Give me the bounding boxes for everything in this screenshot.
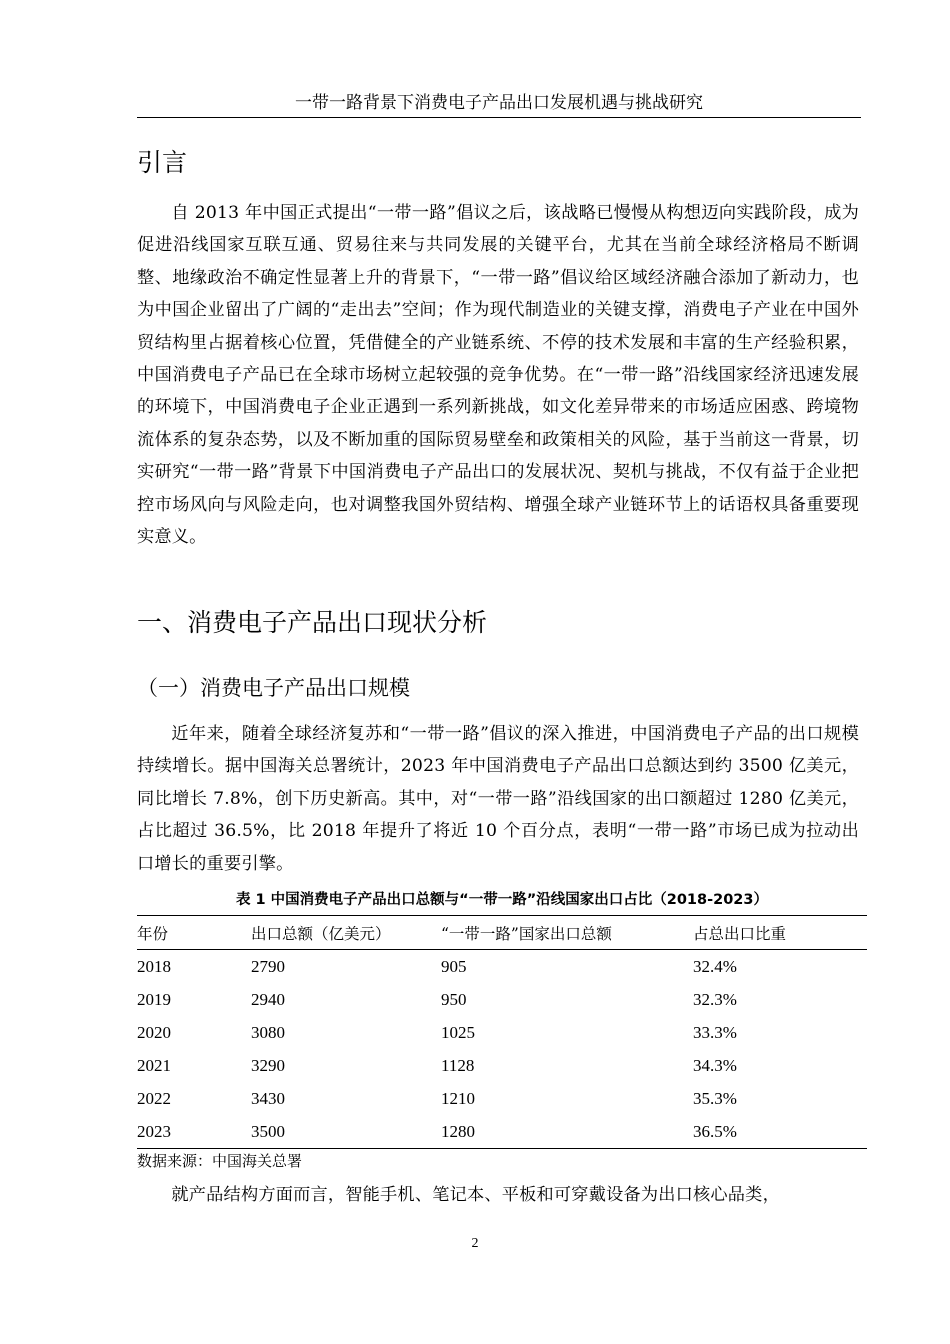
cell-year: 2023 [137, 1115, 251, 1149]
table-row [137, 1049, 867, 1082]
table-row [137, 1082, 867, 1115]
cell-year: 2018 [137, 956, 171, 976]
cell-total-export: 3080 [251, 1022, 285, 1042]
table-row [137, 1016, 867, 1049]
table-row [137, 950, 867, 984]
cell-bri-export: 1210 [441, 1088, 475, 1108]
cell-share: 35.3% [693, 1088, 737, 1108]
cell-total-export: 3500 [251, 1115, 441, 1149]
cell-year: 2020 [137, 1022, 171, 1042]
column-header-year: 年份 [137, 916, 251, 950]
column-header-total-export: 出口总额（亿美元） [251, 916, 441, 950]
cell-year: 2021 [137, 1055, 171, 1075]
cell-bri-export: 1128 [441, 1055, 475, 1075]
table-header-row [137, 916, 867, 950]
cell-bri-export: 950 [441, 989, 467, 1009]
subsection-1-heading: （一）消费电子产品出口规模 [137, 676, 410, 700]
cell-total-export: 2790 [251, 956, 285, 976]
cell-bri-export: 905 [441, 956, 467, 976]
export-table [137, 915, 867, 1149]
cell-year: 2022 [137, 1088, 171, 1108]
intro-heading: 引言 [137, 148, 188, 177]
cell-share: 36.5% [693, 1115, 867, 1149]
cell-bri-export: 1025 [441, 1022, 475, 1042]
column-header-share: 占总出口比重 [693, 916, 867, 950]
table-row [137, 983, 867, 1016]
continuation-paragraph: 就产品结构方面而言，智能手机、笔记本、平板和可穿戴设备为出口核心品类， [171, 1185, 780, 1205]
cell-share: 33.3% [693, 1022, 737, 1042]
export-scale-paragraph: 近年来，随着全球经济复苏和“一带一路”倡议的深入推进，中国消费电子产品的出口规模持续增长。据中国海关总署统计，2023 年中国消费电子产品出口总额达到约 3500 亿美元，同比增长 7.8%，创下历史新高。其中，对“一带一路”沿线国家的出口额超过 1280 亿美元，占比超过 36.5%，比 2018 年提升了将近 10 个百分点，表明“一带一路”市场已成为拉动出口增长的重要引擎。 [137, 724, 859, 874]
intro-paragraph: 自 2013 年中国正式提出“一带一路”倡议之后，该战略已慢慢从构想迈向实践阶段，成为促进沿线国家互联互通、贸易往来与共同发展的关键平台，尤其在当前全球经济格局不断调整、地缘政治不确定性显著上升的背景下，“一带一路”倡议给区域经济融合添加了新动力，也为中国企业留出了广阔的“走出去”空间；作为现代制造业的关键支撑，消费电子产业在中国外贸结构里占据着核心位置，凭借健全的产业链系统、不停的技术发展和丰富的生产经验积累，中国消费电子产品已在全球市场树立起较强的竞争优势。在“一带一路”沿线国家经济迅速发展的环境下，中国消费电子企业正遇到一系列新挑战，如文化差异带来的市场适应困惑、跨境物流体系的复杂态势，以及不断加重的国际贸易壁垒和政策相关的风险，基于当前这一背景，切实研究“一带一路”背景下中国消费电子产品出口的发展状况、契机与挑战，不仅有益于企业把控市场风向与风险走向，也对调整我国外贸结构、增强全球产业链环节上的话语权具备重要现实意义。 [137, 203, 859, 548]
table-row [137, 1115, 867, 1149]
running-header: 一带一路背景下消费电子产品出口发展机遇与挑战研究 [137, 92, 861, 118]
cell-share: 34.3% [693, 1055, 737, 1075]
cell-total-export: 3430 [251, 1088, 285, 1108]
cell-year: 2019 [137, 989, 171, 1009]
column-header-bri-export: “一带一路”国家出口总额 [441, 916, 693, 950]
cell-share: 32.3% [693, 989, 737, 1009]
section-1-heading: 一、消费电子产品出口现状分析 [137, 608, 488, 637]
cell-total-export: 3290 [251, 1055, 285, 1075]
cell-total-export: 2940 [251, 989, 285, 1009]
table-source-note: 数据来源：中国海关总署 [137, 1152, 303, 1170]
cell-share: 32.4% [693, 956, 737, 976]
page-number: 2 [471, 1236, 479, 1251]
table-caption: 表 1 中国消费电子产品出口总额与“一带一路”沿线国家出口占比（2018-2023） [236, 892, 768, 908]
cell-bri-export: 1280 [441, 1115, 693, 1149]
